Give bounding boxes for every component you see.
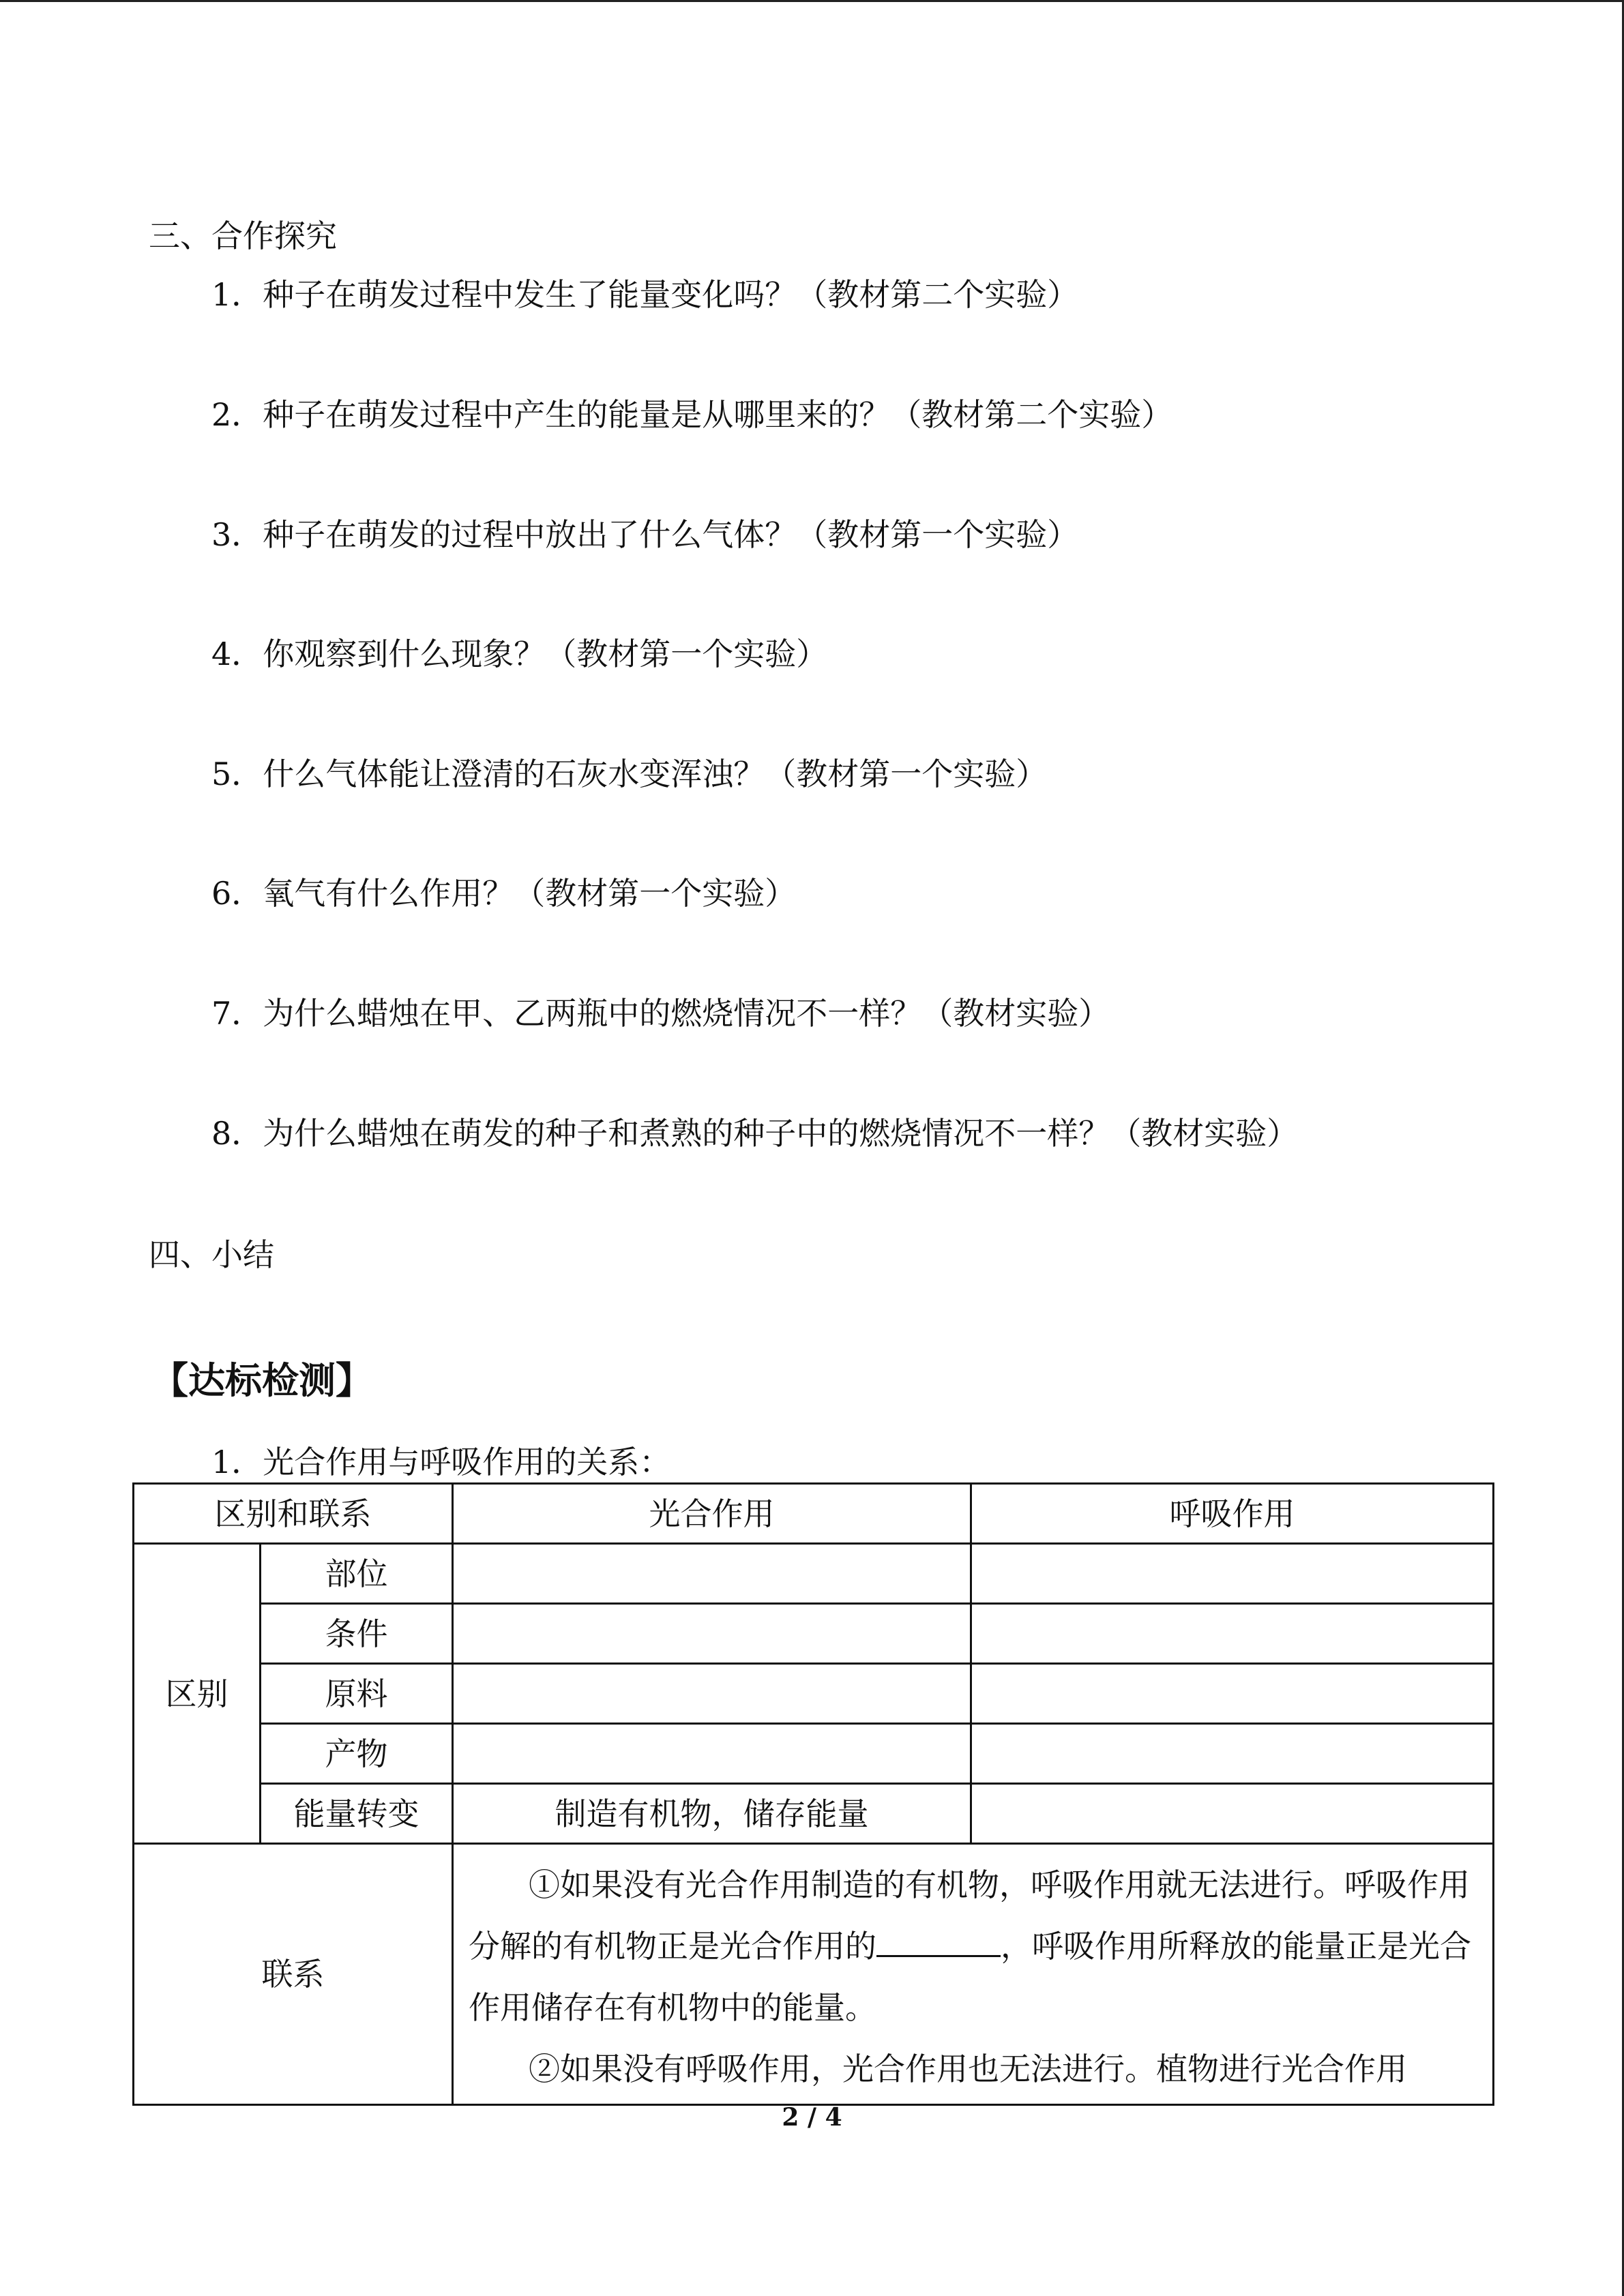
table-row bbox=[134, 1604, 1494, 1664]
table-header-row bbox=[134, 1484, 1494, 1544]
row-label-condition: 条件 bbox=[261, 1604, 453, 1664]
cell-photo-energy: 制造有机物，储存能量 bbox=[453, 1784, 971, 1844]
question-3: 3．种子在萌发的过程中放出了什么气体？（教材第一个实验） bbox=[211, 516, 1079, 553]
page-border-top bbox=[0, 0, 1624, 2]
cell-resp-material[interactable] bbox=[971, 1664, 1494, 1724]
cell-photo-product[interactable] bbox=[453, 1724, 971, 1784]
question-6: 6．氧气有什么作用？（教材第一个实验） bbox=[211, 875, 797, 912]
cell-resp-condition[interactable] bbox=[971, 1604, 1494, 1664]
question-4: 4．你观察到什么现象？（教材第一个实验） bbox=[211, 636, 828, 672]
row-label-product: 产物 bbox=[261, 1724, 453, 1784]
cell-resp-location[interactable] bbox=[971, 1544, 1494, 1604]
cell-resp-energy[interactable] bbox=[971, 1784, 1494, 1844]
table-row-link bbox=[134, 1844, 1494, 2105]
cell-photo-location[interactable] bbox=[453, 1544, 971, 1604]
header-photosynthesis: 光合作用 bbox=[453, 1484, 971, 1544]
row-label-material: 原料 bbox=[261, 1664, 453, 1724]
diff-label: 区别 bbox=[134, 1544, 261, 1844]
answer-blank[interactable] bbox=[876, 1917, 1001, 1957]
link-para-2: ②如果没有呼吸作用，光合作用也无法进行。植物进行光合作用 bbox=[529, 2051, 1407, 2087]
link-content bbox=[453, 1844, 1494, 2105]
section-four-title: 四、小结 bbox=[149, 1236, 274, 1273]
header-respiration: 呼吸作用 bbox=[971, 1484, 1494, 1544]
section-three-title: 三、合作探究 bbox=[149, 218, 337, 254]
table-row bbox=[134, 1544, 1494, 1604]
table-row bbox=[134, 1784, 1494, 1844]
row-label-energy: 能量转变 bbox=[261, 1784, 453, 1844]
question-2: 2．种子在萌发过程中产生的能量是从哪里来的？（教材第二个实验） bbox=[211, 396, 1173, 433]
table-row bbox=[134, 1724, 1494, 1784]
question-1: 1．种子在萌发过程中发生了能量变化吗？（教材第二个实验） bbox=[211, 276, 1079, 313]
test-heading: 【达标检测】 bbox=[151, 1359, 372, 1402]
table-row bbox=[134, 1664, 1494, 1724]
test-question-1: 1．光合作用与呼吸作用的关系： bbox=[211, 1444, 671, 1480]
page-number: 2 / 4 bbox=[782, 2103, 842, 2132]
cell-photo-material[interactable] bbox=[453, 1664, 971, 1724]
link-para-1a: ①如果没有光合作用制造的有机物，呼吸作用就无法进行。呼吸作用分解的有机物正是光合作用的 bbox=[469, 1866, 1470, 1965]
question-5: 5．什么气体能让澄清的石灰水变浑浊？（教材第一个实验） bbox=[211, 756, 1048, 792]
question-8: 8．为什么蜡烛在萌发的种子和煮熟的种子中的燃烧情况不一样？（教材实验） bbox=[211, 1115, 1299, 1152]
cell-resp-product[interactable] bbox=[971, 1724, 1494, 1784]
row-label-location: 部位 bbox=[261, 1544, 453, 1604]
question-7: 7．为什么蜡烛在甲、乙两瓶中的燃烧情况不一样？（教材实验） bbox=[211, 995, 1110, 1032]
cell-photo-condition[interactable] bbox=[453, 1604, 971, 1664]
header-diff-link: 区别和联系 bbox=[134, 1484, 453, 1544]
link-para-1b: ，呼吸作用所释放的能量正是光合作用储存在有机物中的能量。 bbox=[469, 1928, 1471, 2026]
comparison-table bbox=[132, 1482, 1494, 2106]
link-label: 联系 bbox=[134, 1844, 453, 2105]
